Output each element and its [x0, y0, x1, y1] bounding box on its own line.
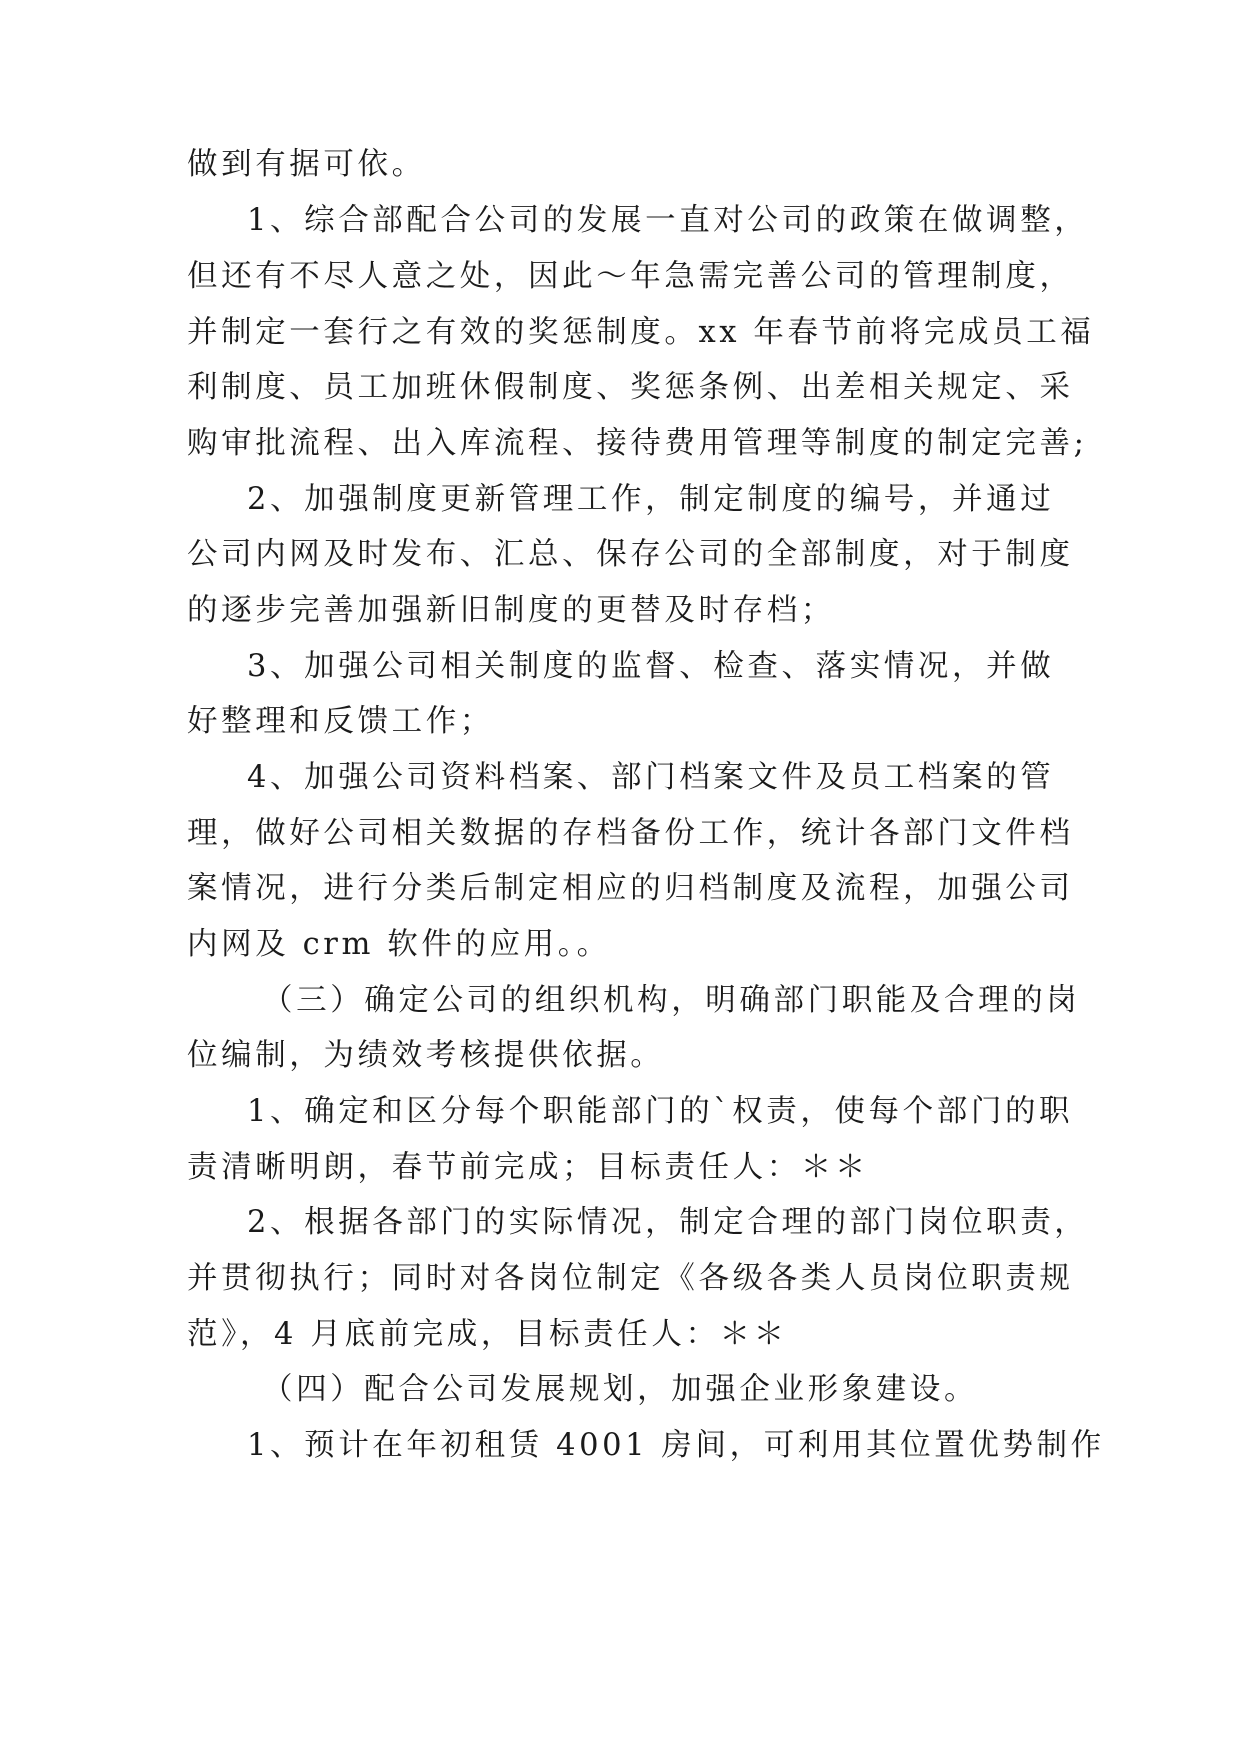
text-line: 责清晰明朗，春节前完成；目标责任人：＊＊: [187, 1150, 869, 1185]
text-line: 位编制，为绩效考核提供依据。: [187, 1038, 665, 1073]
text-line: 好整理和反馈工作；: [187, 704, 494, 739]
text-line: 内网及 crm 软件的应用。。: [187, 927, 611, 962]
text-line: 利制度、员工加班休假制度、奖惩条例、出差相关规定、采: [187, 370, 1074, 405]
text-line: 4、加强公司资料档案、部门档案文件及员工档案的管: [247, 760, 1055, 795]
text-line: （四）配合公司发展规划，加强企业形象建设。: [262, 1372, 979, 1407]
text-line: 但还有不尽人意之处，因此～年急需完善公司的管理制度，: [187, 259, 1074, 294]
text-line: 做到有据可依。: [187, 147, 426, 182]
text-line: 理，做好公司相关数据的存档备份工作，统计各部门文件档: [187, 816, 1074, 851]
text-line: 3、加强公司相关制度的监督、检查、落实情况，并做: [247, 649, 1055, 684]
text-line: 1、综合部配合公司的发展一直对公司的政策在做调整，: [247, 203, 1089, 238]
text-line: 购审批流程、出入库流程、接待费用管理等制度的制定完善;: [187, 426, 1088, 461]
text-line: 1、预计在年初租赁 4001 房间，可利用其位置优势制作: [247, 1428, 1105, 1463]
text-line: 并贯彻执行；同时对各岗位制定《各级各类人员岗位职责规: [187, 1261, 1074, 1296]
text-line: 范》，4 月底前完成，目标责任人：＊＊: [187, 1317, 788, 1352]
text-line: 公司内网及时发布、汇总、保存公司的全部制度，对于制度: [187, 537, 1074, 572]
text-line: 并制定一套行之有效的奖惩制度。xx 年春节前将完成员工福: [187, 315, 1095, 350]
text-line: 案情况，进行分类后制定相应的归档制度及流程，加强公司: [187, 871, 1074, 906]
text-line: 的逐步完善加强新旧制度的更替及时存档；: [187, 593, 835, 628]
text-line: 1、确定和区分每个职能部门的`权责，使每个部门的职: [247, 1094, 1074, 1129]
text-line: 2、根据各部门的实际情况，制定合理的部门岗位职责，: [247, 1205, 1089, 1240]
text-line: 2、加强制度更新管理工作，制定制度的编号，并通过: [247, 482, 1055, 517]
text-line: （三）确定公司的组织机构，明确部门职能及合理的岗: [262, 983, 1081, 1018]
